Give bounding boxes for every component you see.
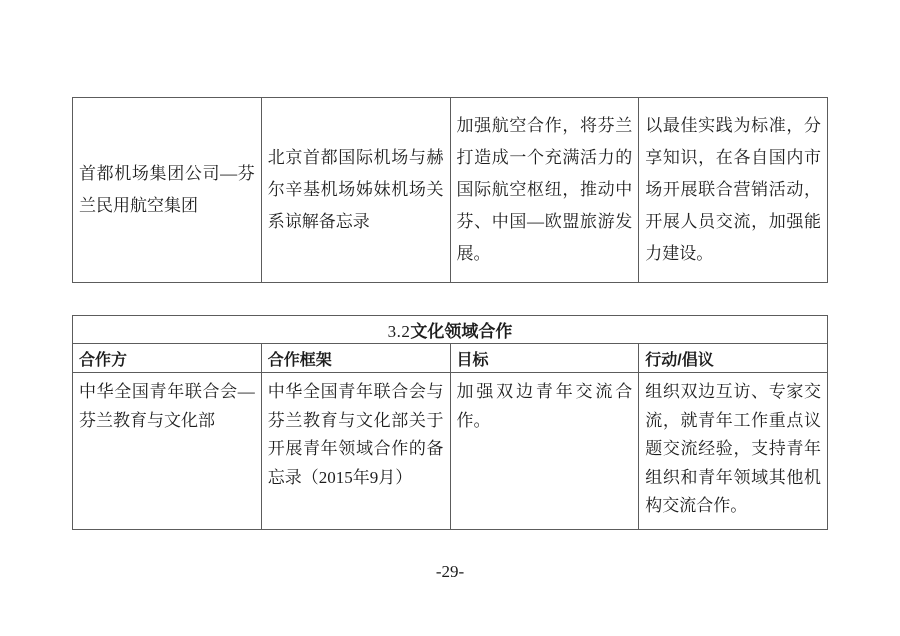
goal-cell: 加强双边青年交流合作。 — [450, 373, 639, 530]
header-framework: 合作框架 — [261, 344, 450, 373]
section-title — [73, 316, 828, 344]
header-partner: 合作方 — [73, 344, 262, 373]
table-row — [73, 373, 828, 530]
framework-cell: 中华全国青年联合会与芬兰教育与文化部关于开展青年领域合作的备忘录（2015年9月） — [261, 373, 450, 530]
action-cell: 以最佳实践为标准，分享知识，在各自国内市场开展联合营销活动，开展人员交流，加强能力建设。 — [639, 98, 828, 283]
page-number: -29- — [435, 562, 465, 581]
section-number: 3.2 — [387, 322, 411, 341]
aviation-cooperation-table — [72, 97, 828, 283]
table-row — [73, 98, 828, 283]
action-cell: 组织双边互访、专家交流，就青年工作重点议题交流经验，支持青年组织和青年领域其他机构交流合作。 — [639, 373, 828, 530]
header-goal: 目标 — [450, 344, 639, 373]
goal-cell: 加强航空合作，将芬兰打造成一个充满活力的国际航空枢纽，推动中芬、中国—欧盟旅游发展。 — [450, 98, 639, 283]
header-row — [73, 344, 828, 373]
partner-cell: 首都机场集团公司—芬兰民用航空集团 — [73, 98, 262, 283]
section-title-row — [73, 316, 828, 344]
header-action: 行动/倡议 — [639, 344, 828, 373]
section-title-text: 文化领域合作 — [410, 322, 513, 341]
culture-cooperation-table — [72, 315, 828, 530]
partner-cell: 中华全国青年联合会—芬兰教育与文化部 — [73, 373, 262, 530]
framework-cell: 北京首都国际机场与赫尔辛基机场姊妹机场关系谅解备忘录 — [261, 98, 450, 283]
